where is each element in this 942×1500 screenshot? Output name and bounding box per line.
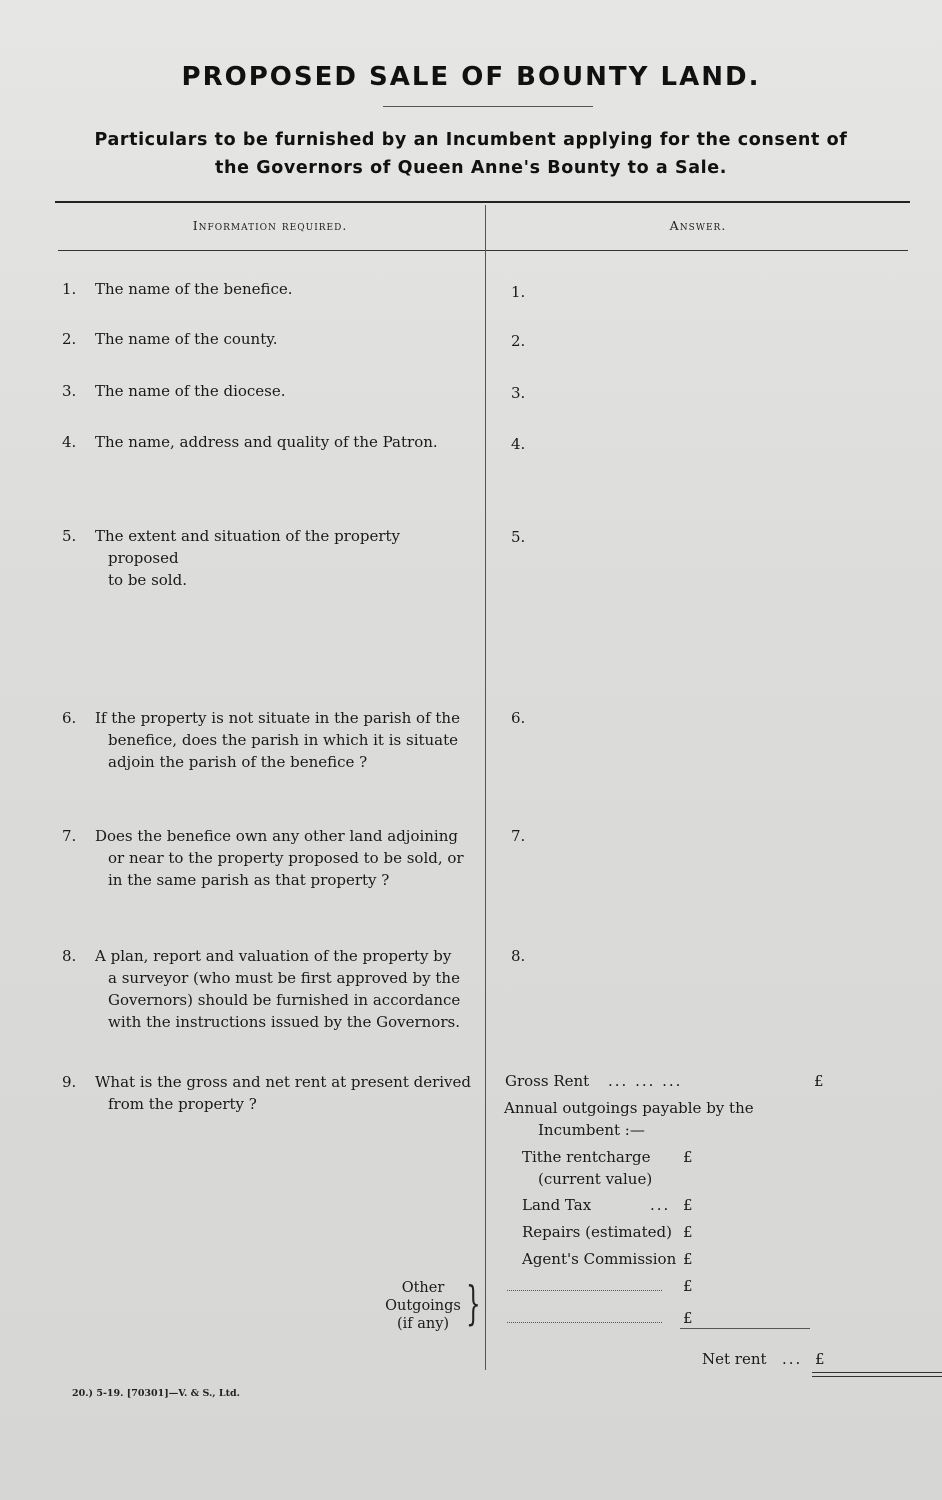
gross-rent-pound-sign[interactable]: £ bbox=[814, 1072, 824, 1090]
net-rent-label: Net rent bbox=[702, 1350, 767, 1368]
question-6 bbox=[62, 707, 472, 773]
question-line: A plan, report and valuation of the property by bbox=[95, 947, 452, 965]
question-line: to be sold. bbox=[108, 571, 187, 589]
question-number: 3. bbox=[62, 382, 77, 400]
net-rent-double-rule-bottom bbox=[812, 1376, 942, 1377]
other-outgoings-label bbox=[380, 1279, 466, 1333]
table-header-rule bbox=[58, 250, 908, 251]
other-outgoings-line-2: Outgoings bbox=[385, 1298, 461, 1314]
question-number: 2. bbox=[62, 330, 77, 348]
question-number: 4. bbox=[62, 433, 77, 451]
subtitle-line-2: the Governors of Queen Anne's Bounty to a Sale. bbox=[215, 158, 727, 178]
agent-commission-pound-sign[interactable]: £ bbox=[683, 1250, 693, 1268]
title-underline bbox=[383, 106, 593, 107]
question-line: a surveyor (who must be first approved by the bbox=[108, 969, 460, 987]
answer-3[interactable]: 3. bbox=[511, 384, 526, 402]
agent-commission-label: Agent's Commission bbox=[522, 1250, 677, 1268]
question-line: What is the gross and net rent at present derived bbox=[95, 1073, 472, 1091]
question-line: Governors) should be furnished in accordance bbox=[108, 991, 461, 1009]
question-1 bbox=[62, 278, 472, 300]
question-text: The name of the benefice. bbox=[95, 280, 293, 298]
question-number: 8. bbox=[62, 947, 77, 965]
other-outgoings-line-3: (if any) bbox=[396, 1316, 450, 1332]
question-number: 7. bbox=[62, 827, 77, 845]
question-3 bbox=[62, 380, 472, 402]
question-text bbox=[62, 707, 472, 773]
question-5 bbox=[62, 525, 472, 591]
form-subtitle bbox=[60, 126, 882, 182]
outgoings-heading-line-1: Annual outgoings payable by the bbox=[504, 1099, 754, 1117]
question-text bbox=[62, 825, 472, 891]
column-header-answer: Answer. bbox=[669, 218, 727, 233]
question-number: 9. bbox=[62, 1073, 77, 1091]
question-text: The name of the diocese. bbox=[95, 382, 286, 400]
question-line: from the property ? bbox=[108, 1095, 257, 1113]
other-outgoing-1-pound-sign[interactable]: £ bbox=[683, 1277, 693, 1295]
question-line: with the instructions issued by the Governors. bbox=[108, 1013, 460, 1031]
land-tax-pound-sign[interactable]: £ bbox=[683, 1196, 693, 1214]
tithe-pound-sign[interactable]: £ bbox=[683, 1148, 693, 1166]
repairs-pound-sign[interactable]: £ bbox=[683, 1223, 693, 1241]
gross-rent-dots: ... ... ... bbox=[608, 1072, 683, 1090]
question-line: in the same parish as that property ? bbox=[108, 871, 390, 889]
question-4 bbox=[62, 431, 472, 453]
question-8 bbox=[62, 945, 472, 1033]
question-line: adjoin the parish of the benefice ? bbox=[108, 753, 368, 771]
question-text: The name of the county. bbox=[95, 330, 278, 348]
repairs-label: Repairs (estimated) bbox=[522, 1223, 672, 1241]
question-text bbox=[62, 525, 472, 591]
subtitle-line-1: Particulars to be furnished by an Incumbent applying for the consent of bbox=[94, 130, 848, 150]
other-outgoing-2-pound-sign[interactable]: £ bbox=[683, 1309, 693, 1327]
outgoings-heading-line-2: Incumbent :— bbox=[538, 1121, 645, 1139]
land-tax-label: Land Tax bbox=[522, 1196, 592, 1214]
question-line: Does the benefice own any other land adjoining bbox=[95, 827, 458, 845]
column-divider bbox=[485, 205, 486, 1370]
other-outgoing-1-line[interactable] bbox=[507, 1290, 662, 1291]
tithe-current-value-label: (current value) bbox=[538, 1170, 653, 1188]
question-2 bbox=[62, 328, 472, 350]
answer-8[interactable]: 8. bbox=[511, 947, 526, 965]
net-rent-double-rule-top bbox=[812, 1372, 942, 1373]
answer-1[interactable]: 1. bbox=[511, 283, 526, 301]
question-number: 5. bbox=[62, 527, 77, 545]
question-9 bbox=[62, 1071, 472, 1115]
answer-6[interactable]: 6. bbox=[511, 709, 526, 727]
outgoings-total-rule bbox=[680, 1328, 810, 1329]
curly-brace-icon: } bbox=[466, 1276, 481, 1330]
question-text bbox=[62, 945, 472, 1033]
question-line: The extent and situation of the property proposed bbox=[95, 527, 401, 567]
question-7 bbox=[62, 825, 472, 891]
other-outgoing-2-line[interactable] bbox=[507, 1322, 662, 1323]
answer-4[interactable]: 4. bbox=[511, 435, 526, 453]
tithe-rentcharge-label: Tithe rentcharge bbox=[522, 1148, 651, 1166]
form-title: PROPOSED SALE OF BOUNTY LAND. bbox=[181, 62, 761, 92]
land-tax-dots: ... bbox=[650, 1196, 671, 1214]
question-number: 6. bbox=[62, 709, 77, 727]
question-text: The name, address and quality of the Patron. bbox=[95, 433, 438, 451]
gross-rent-label: Gross Rent bbox=[505, 1072, 590, 1090]
other-outgoings-line-1: Other bbox=[401, 1280, 445, 1296]
table-top-rule bbox=[55, 201, 910, 203]
answer-7[interactable]: 7. bbox=[511, 827, 526, 845]
question-line: or near to the property proposed to be sold, or bbox=[108, 849, 464, 867]
answer-5[interactable]: 5. bbox=[511, 528, 526, 546]
question-number: 1. bbox=[62, 280, 77, 298]
printer-imprint: 20.) 5-19. [70301]—V. & S., Ltd. bbox=[72, 1388, 240, 1399]
net-rent-dots: ... bbox=[782, 1350, 803, 1368]
question-line: benefice, does the parish in which it is situate bbox=[108, 731, 459, 749]
question-line: If the property is not situate in the parish of the bbox=[95, 709, 460, 727]
net-rent-pound-sign[interactable]: £ bbox=[815, 1350, 825, 1368]
answer-2[interactable]: 2. bbox=[511, 332, 526, 350]
column-header-information: Information required. bbox=[192, 218, 348, 233]
question-text bbox=[62, 1071, 472, 1115]
